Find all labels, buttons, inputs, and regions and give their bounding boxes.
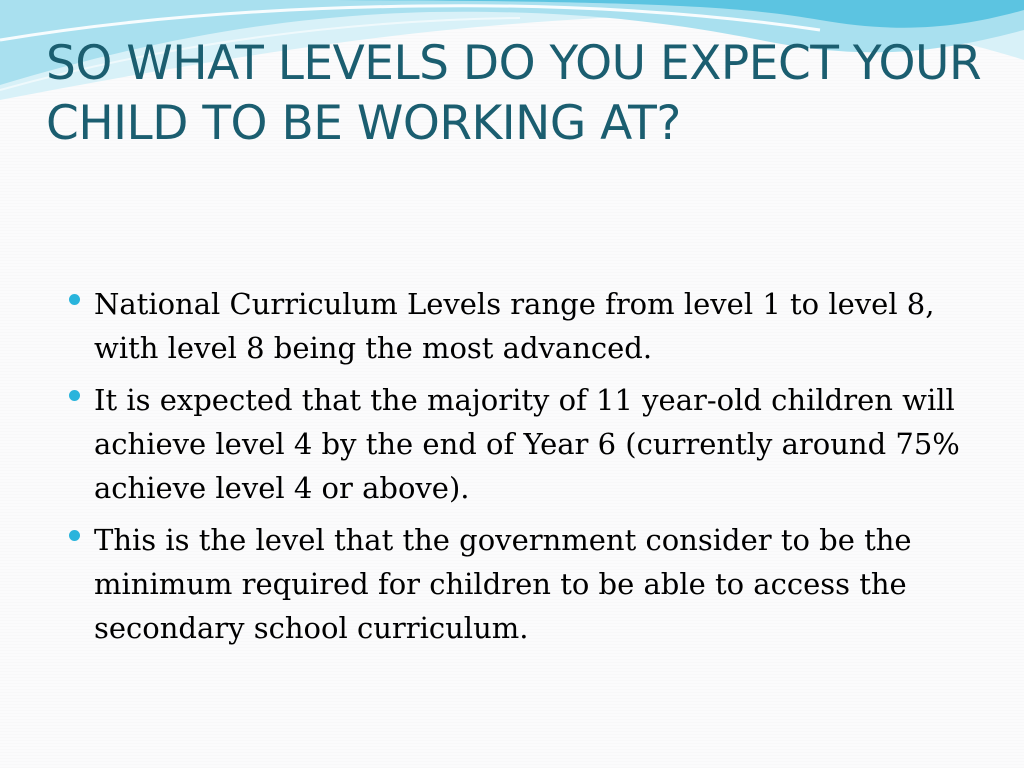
bullet-list — [64, 282, 964, 658]
bullet-dot-icon — [69, 390, 80, 401]
bullet-text: This is the level that the government consider to be the minimum required for children to be able to access the secondary school curriculum. — [94, 523, 912, 645]
slide-title: SO WHAT LEVELS DO YOU EXPECT YOUR CHILD TO BE WORKING AT? — [46, 36, 982, 151]
bullet-dot-icon — [69, 294, 80, 305]
bullet-dot-icon — [69, 530, 80, 541]
bullet-item — [64, 518, 964, 650]
bullet-item — [64, 282, 964, 370]
bullet-text: It is expected that the majority of 11 year-old children will achieve level 4 by the end of Year 6 (currently around 75% achieve level 4 or above). — [94, 383, 960, 505]
bullet-item — [64, 378, 964, 510]
bullet-text: National Curriculum Levels range from level 1 to level 8, with level 8 being the most advanced. — [94, 287, 935, 365]
